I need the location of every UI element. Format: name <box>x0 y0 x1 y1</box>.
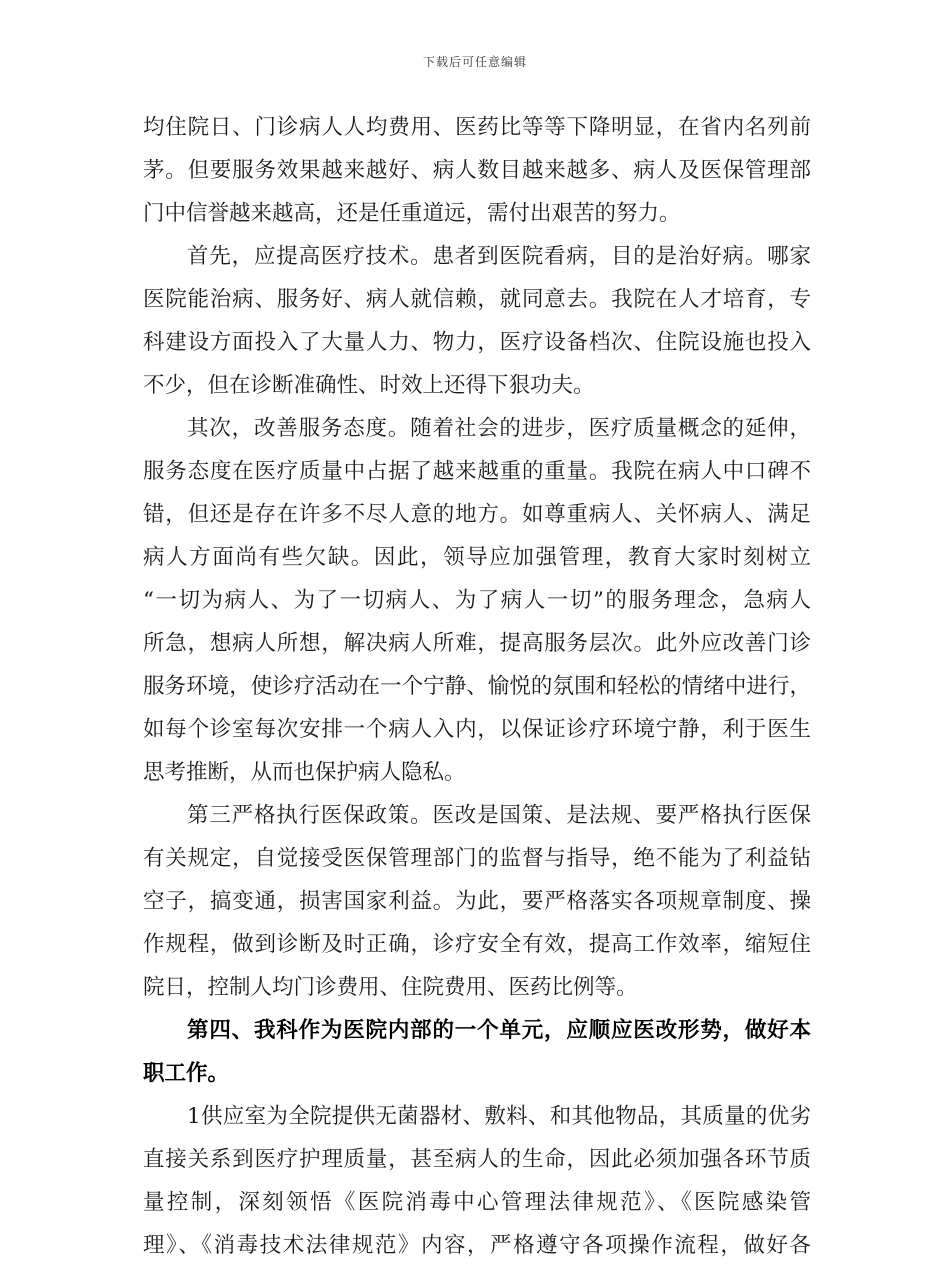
page-header: 下载后可任意编辑 <box>422 55 527 69</box>
text-line: 不少，但在诊断准确性、时效上还得下狠功夫。 <box>143 373 595 398</box>
text-line: 所急，想病人所想，解决病人所难，提高服务层次。此外应改善门诊 <box>143 631 811 656</box>
paragraph-item-1 <box>143 1095 811 1267</box>
text-line: 如每个诊室每次安排一个病人入内，以保证诊疗环境宁静，利于医生 <box>143 717 811 742</box>
heading-line: 职工作。 <box>143 1061 230 1086</box>
text-line: 理》、《消毒技术法律规范》内容，严格遵守各项操作流程，做好各 <box>143 1233 811 1258</box>
text-line: 直接关系到医疗护理质量，甚至病人的生命，因此必须加强各环节质 <box>143 1147 811 1172</box>
text-line: 医院能治病、服务好、病人就信赖，就同意去。我院在人才培育，专 <box>143 287 811 312</box>
text-line: 门中信誉越来越高，还是任重道远，需付出艰苦的努力。 <box>143 201 681 226</box>
text-line: 科建设方面投入了大量人力、物力，医疗设备档次、住院设施也投入 <box>143 330 811 355</box>
text-line: 均住院日、门诊病人人均费用、医药比等等下降明显，在省内名列前 <box>143 115 811 140</box>
text-line: 病人方面尚有些欠缺。因此，领导应加强管理，教育大家时刻树立 <box>143 545 811 570</box>
paragraph-third-point <box>143 794 811 1009</box>
text-line: 其次，改善服务态度。随着社会的进步，医疗质量概念的延伸， <box>187 416 811 441</box>
text-line: 作规程，做到诊断及时正确，诊疗安全有效，提高工作效率，缩短住 <box>143 932 811 957</box>
text-line: 错，但还是存在许多不尽人意的地方。如尊重病人、关怀病人、满足 <box>143 502 811 527</box>
heading-line: 第四、我科作为医院内部的一个单元，应顺应医改形势，做好本 <box>187 1018 811 1043</box>
text-line: 量控制，深刻领悟《医院消毒中心管理法律规范》、《医院感染管 <box>143 1190 811 1215</box>
paragraph-intro-continued <box>143 106 811 235</box>
text-line: 思考推断，从而也保护病人隐私。 <box>143 760 466 785</box>
text-line: 茅。但要服务效果越来越好、病人数目越来越多、病人及医保管理部 <box>143 158 811 183</box>
text-line: 有关规定，自觉接受医保管理部门的监督与指导，绝不能为了利益钻 <box>143 846 811 871</box>
text-line: 首先，应提高医疗技术。患者到医院看病，目的是治好病。哪家 <box>187 244 811 269</box>
text-line: 空子，搞变通，损害国家利益。为此，要严格落实各项规章制度、操 <box>143 889 811 914</box>
text-line: 1供应室为全院提供无菌器材、敷料、和其他物品，其质量的优劣 <box>187 1104 811 1129</box>
section-heading-fourth <box>143 1009 811 1095</box>
text-line: 服务态度在医疗质量中占据了越来越重的重量。我院在病人中口碑不 <box>143 459 811 484</box>
text-line: 第三严格执行医保政策。医改是国策、是法规、要严格执行医保 <box>187 803 811 828</box>
paragraph-first-point <box>143 235 811 407</box>
text-line: “一切为病人、为了一切病人、为了病人一切”的服务理念，急病人 <box>143 588 811 613</box>
document-body <box>143 106 811 1267</box>
text-line: 服务环境，使诊疗活动在一个宁静、愉悦的氛围和轻松的情绪中进行， <box>143 674 811 699</box>
paragraph-second-point <box>143 407 811 794</box>
text-line: 院日，控制人均门诊费用、住院费用、医药比例等。 <box>143 975 638 1000</box>
